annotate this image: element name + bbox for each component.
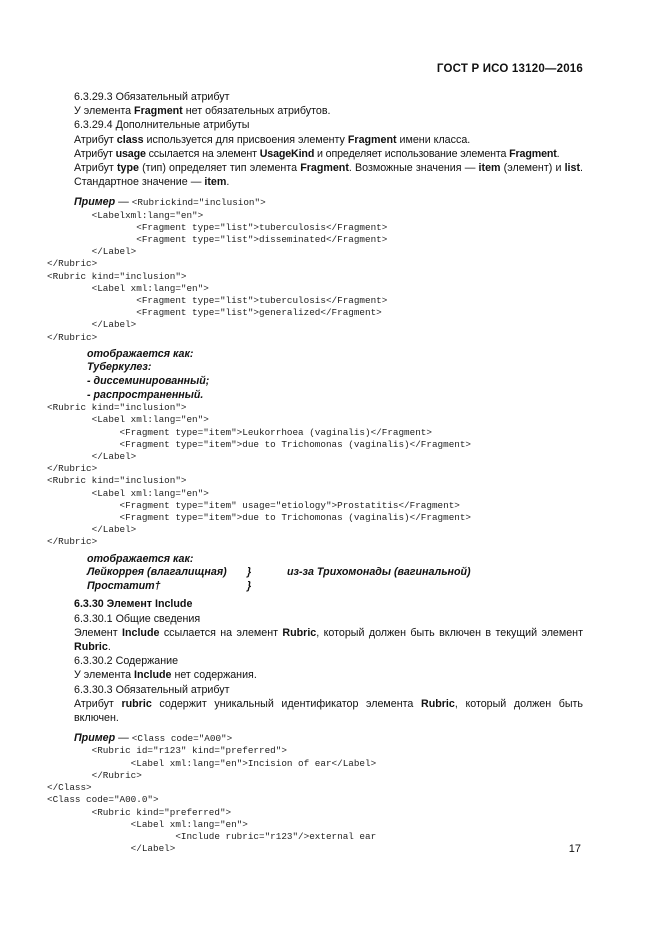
paragraph-rubric-attr: Атрибут rubric содержит уникальный идентификатор элемента Rubric, который должен быть включен. — [74, 697, 583, 725]
example-2-code: <Rubric kind="inclusion"> <Label xml:lang="en"> <Fragment type="item">Leukorrhoea (vaginalis)</Fragment> <Fragment type="item">due to Trichomonas (vaginalis)</Fragment> </Label> </Rubric> <Rubric kind="inclusion"> <Label xml:lang="en"> <Fragment type="item" usage="etiology">Prostatitis</Fragment> <Fragment type="item">due to Trichomonas (vaginalis)</Fragment> </Label> </Rubric> — [47, 402, 472, 548]
heading-6-3-30-2: 6.3.30.2 Содержание — [74, 655, 179, 668]
paragraph-type-attr: Атрибут type (тип) определяет тип элемента Fragment. Возможные значения — item (элемент) и list. Стандартное значение — item. — [74, 162, 584, 189]
example-3-code: <Rubric id="r123" kind="preferred"> <Label xml:lang="en">Incision of ear</Label> </Rubric> </Class> <Class code="A00.0"> <Rubric kind="preferred"> <Label xml:lang="en"> <Include rubric="r123"/>external ear </Label> — [47, 745, 377, 855]
page-number: 17 — [568, 843, 581, 855]
example-3-first-line: Пример — <Class code="A00"> — [74, 732, 233, 745]
display-2-row-1: Лейкоррея (влагалищная) } из-за Трихомонады (вагинальной) — [87, 566, 471, 579]
heading-6-3-29-4: 6.3.29.4 Дополнительные атрибуты — [74, 119, 250, 132]
display-1: отображается как: Туберкулез: - диссеминированный; - распространенный. — [87, 347, 210, 401]
paragraph-no-required-attrs: У элемента Fragment нет обязательных атрибутов. — [74, 105, 331, 118]
display-2-row-2: Простатит† } — [87, 579, 252, 592]
display-2: отображается как: Лейкоррея (влагалищная) } из-за Трихомонады (вагинальной) Простатит† } — [47, 553, 583, 594]
paragraph-class-attr: Атрибут class используется для присвоения элементу Fragment имени класса. — [74, 133, 471, 146]
example-1 — [47, 195, 583, 343]
heading-6-3-29-3: 6.3.29.3 Обязательный атрибут — [74, 91, 230, 103]
page-content — [47, 90, 583, 855]
paragraph-include-ref: Элемент Include ссылается на элемент Rubric, который должен быть включен в текущий элемент Rubric. — [74, 626, 583, 654]
heading-6-3-30-1: 6.3.30.1 Общие сведения — [74, 612, 201, 625]
paragraph-usage-attr: Атрибут usage ссылается на элемент UsageKind и определяет использование элемента Fragment. — [74, 147, 560, 160]
heading-6-3-30-3: 6.3.30.3 Обязательный атрибут — [74, 683, 230, 696]
paragraph-include-content: У элемента Include нет содержания. — [74, 669, 257, 682]
example-1-code: <Labelxml:lang="en"> <Fragment type="list">tuberculosis</Fragment> <Fragment type="list">disseminated</Fragment> </Label> </Rubric> <Rubric kind="inclusion"> <Label xml:lang="en"> <Fragment type="list">tuberculosis</Fragment> <Fragment type="list">generalized</Fragment> </Label> </Rubric> — [47, 209, 388, 343]
example-3 — [47, 731, 583, 855]
standard-header: ГОСТ Р ИСО 13120—2016 — [436, 63, 583, 75]
example-1-first-line: Пример — <Rubrickind="inclusion"> — [74, 196, 266, 209]
heading-6-3-30: 6.3.30 Элемент Include — [74, 598, 193, 611]
